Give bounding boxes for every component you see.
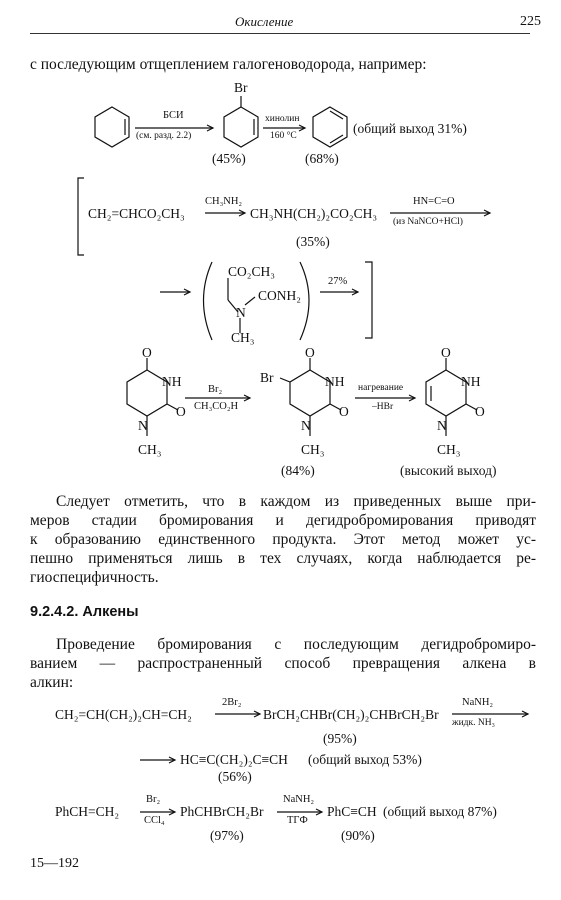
rxn3-o3-top: O (441, 345, 451, 360)
rxn5-reagent-top: Br₂ (146, 794, 161, 805)
paragraph-1 (30, 492, 536, 587)
dihydrouracil-ring (127, 370, 167, 416)
rxn5-overall: (общий выход 87%) (383, 804, 497, 819)
rxn4-base: NaNH₂ (462, 697, 494, 708)
rxn2-int-me: CH₃ (231, 330, 255, 345)
rxn3-reagent-top: Br₂ (208, 384, 223, 395)
rxn3-nh2: NH (325, 374, 345, 389)
paragraph-2-line: ванием — распространенный способ превращения алкена в (30, 655, 536, 672)
cyclohexene-ring (95, 107, 129, 147)
paragraph-2 (30, 635, 536, 692)
rxn2-int-n: N (236, 305, 246, 320)
paragraph-1-line: гиоспецифичность. (30, 569, 159, 586)
paragraph-2-line: алкин: (30, 674, 74, 691)
rxn5-yield-bromide: (97%) (210, 828, 244, 843)
paragraph-1-line: Следует отметить, что в каждом из приведенных выше при- (56, 493, 536, 510)
rxn1-reagent-note: (см. разд. 2.2) (136, 131, 192, 141)
paragraph-2-line: Проведение бромирования с последующим дегидробромиро- (56, 636, 536, 653)
page-number: 225 (520, 14, 541, 29)
rxn3-heat-top: нагревание (358, 383, 404, 393)
rxn2-cyclization-yield: 27% (328, 276, 348, 287)
section-heading: 9.2.4.2. Алкены (30, 604, 139, 620)
cyclohexadiene-ring (313, 107, 347, 147)
rxn5-solvent: ТГФ (287, 815, 308, 826)
rxn5-yield-product: (90%) (341, 828, 375, 843)
rxn3-o2-side: O (339, 404, 349, 419)
rxn3-yield-bromo: (84%) (281, 463, 315, 478)
rxn3-yield-final: (высокий выход) (400, 463, 497, 478)
rxn3-me1: CH₃ (138, 442, 162, 457)
rxn2-product: CH₃NH(CH₂)₂CO₂CH₃ (250, 206, 378, 221)
rxn3-o2-top: O (305, 345, 315, 360)
running-head-title: Окисление (235, 14, 294, 29)
rxn2-int-amide: CONH₂ (258, 288, 301, 303)
rxn1-br-label: Br (234, 80, 248, 95)
rxn4-solvent: жидк. NH₃ (452, 718, 495, 728)
rxn4-final: HC≡C(CH₂)₂C≡CH (180, 752, 288, 767)
rxn4-overall: (общий выход 53%) (308, 752, 422, 767)
paragraph-1-line: к образованию единственного продукта. Этот метод может ус- (30, 531, 536, 548)
rxn3-nh1: NH (162, 374, 182, 389)
rxn2-start: CH₂=CHCO₂CH₃ (88, 206, 185, 221)
rxn4-reagent: 2Br₂ (222, 697, 242, 708)
bromocyclohexene-ring (224, 107, 258, 147)
rxn3-o1-top: O (142, 345, 152, 360)
rxn2-isocyanate: HN=C=O (413, 196, 455, 207)
paragraph-1-line: меров стадии бромирования и дегидробромирования приводят (30, 512, 536, 529)
rxn3-n3: N (437, 418, 447, 433)
rxn1-overall: (общий выход 31%) (353, 121, 467, 136)
rxn2-amine: CH₃NH₂ (205, 196, 243, 207)
rxn3-nh3: NH (461, 374, 481, 389)
rxn3-o3-side: O (475, 404, 485, 419)
rxn3-heat-bottom: –HBr (372, 402, 394, 412)
rxn2-yield: (35%) (296, 234, 330, 249)
rxn3-br: Br (260, 370, 274, 385)
rxn5-reagent-bottom: CCl₄ (144, 815, 165, 826)
rxn3-n2: N (301, 418, 311, 433)
rxn3-reagent-bottom: CH₃CO₂H (194, 401, 239, 412)
rxn1-base: хинолин (265, 114, 300, 124)
rxn4-yield-final: (56%) (218, 769, 252, 784)
rxn3-n1: N (138, 418, 148, 433)
rxn2-int-ester: CO₂CH₃ (228, 264, 275, 279)
footer-signature: 15—192 (30, 856, 79, 871)
rxn1-reagent: БСИ (163, 110, 184, 121)
rxn5-base: NaNH₂ (283, 794, 315, 805)
bromo-dihydrouracil-ring (290, 370, 330, 416)
rxn4-yield-bromide: (95%) (323, 731, 357, 746)
uracil-ring (426, 370, 466, 416)
rxn1-yield-bromide: (45%) (212, 151, 246, 166)
rxn1-temperature: 160 °C (270, 131, 297, 141)
rxn4-start: CH₂=CH(CH₂)₂CH=CH₂ (55, 707, 192, 722)
rxn5-bromide: PhCHBrCH₂Br (180, 804, 264, 819)
rxn3-o1-side: O (176, 404, 186, 419)
paragraph-1-line: пешно применяться лишь в тех случаях, когда наблюдается ре- (30, 550, 536, 567)
rxn2-isocyanate-note: (из NaNCO+HCl) (393, 217, 463, 227)
rxn5-product: PhC≡CH (327, 804, 377, 819)
intro-line: с последующим отщеплением галогеноводорода, например: (30, 56, 427, 73)
rxn3-me3: CH₃ (437, 442, 461, 457)
rxn5-start: PhCH=CH₂ (55, 804, 120, 819)
rxn1-yield-diene: (68%) (305, 151, 339, 166)
rxn3-me2: CH₃ (301, 442, 325, 457)
rxn4-bromide: BrCH₂CHBr(CH₂)₂CHBrCH₂Br (263, 707, 439, 722)
